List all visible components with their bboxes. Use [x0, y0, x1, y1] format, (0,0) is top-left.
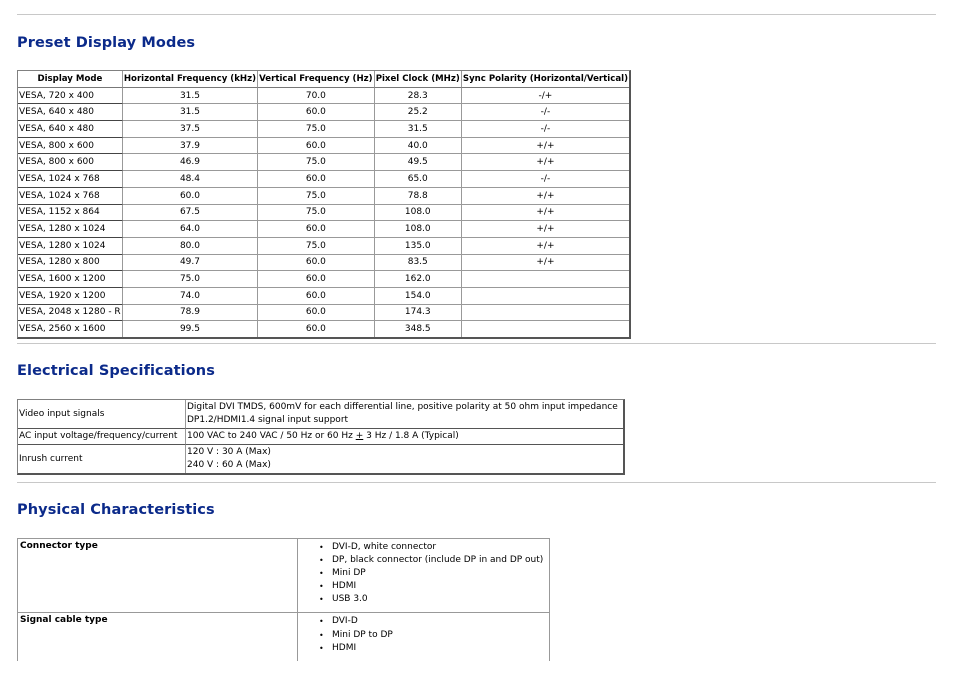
list-item-text: HDMI — [332, 642, 357, 653]
cell-horizontal-frequency: 67.5 — [123, 205, 258, 222]
cell-sync-polarity: +/+ — [462, 138, 629, 155]
list-item — [319, 580, 547, 593]
cell-vertical-frequency: 60.0 — [258, 321, 375, 337]
cell-horizontal-frequency: 31.5 — [123, 104, 258, 121]
bullet-icon: • — [319, 543, 324, 552]
list-item-text: DVI-D — [332, 616, 358, 627]
electrical-specs-table — [17, 399, 625, 475]
preset-modes-table — [17, 70, 631, 339]
cell-vertical-frequency: 75.0 — [258, 188, 375, 205]
list-item-text: Mini DP — [332, 568, 366, 579]
cell-horizontal-frequency: 74.0 — [123, 288, 258, 305]
table-header-row — [18, 71, 629, 88]
ac-input-text-1: 100 VAC to 240 VAC / 50 Hz or 60 Hz — [187, 431, 356, 441]
table-row — [18, 321, 629, 337]
cell-pixel-clock: 78.8 — [375, 188, 462, 205]
cell-horizontal-frequency: 64.0 — [123, 221, 258, 238]
cell-pixel-clock: 135.0 — [375, 238, 462, 255]
table-row — [18, 138, 629, 155]
inrush-current-value — [186, 445, 623, 473]
cell-display-mode: VESA, 720 x 400 — [18, 88, 123, 105]
cell-sync-polarity: +/+ — [462, 154, 629, 171]
ac-input-text-2: 3 Hz / 1.8 A (Typical) — [363, 431, 459, 441]
table-row — [18, 288, 629, 305]
table-row — [18, 400, 623, 429]
list-item-text: HDMI — [332, 581, 357, 592]
cell-pixel-clock: 154.0 — [375, 288, 462, 305]
cell-vertical-frequency: 60.0 — [258, 305, 375, 322]
physical-characteristics-table — [17, 538, 550, 661]
cell-vertical-frequency: 60.0 — [258, 171, 375, 188]
table-row — [18, 255, 629, 272]
cell-sync-polarity: -/- — [462, 171, 629, 188]
cell-pixel-clock: 348.5 — [375, 321, 462, 337]
cell-sync-polarity: +/+ — [462, 255, 629, 272]
list-item — [319, 642, 547, 655]
cell-display-mode: VESA, 1024 x 768 — [18, 188, 123, 205]
physical-characteristics-heading: Physical Characteristics — [17, 502, 215, 518]
list-item — [319, 593, 547, 606]
cell-vertical-frequency: 60.0 — [258, 288, 375, 305]
bullet-icon: • — [319, 569, 324, 579]
table-row — [18, 271, 629, 288]
table-row — [18, 539, 549, 613]
cell-vertical-frequency: 75.0 — [258, 238, 375, 255]
cell-pixel-clock: 108.0 — [375, 205, 462, 222]
cell-display-mode: VESA, 1280 x 1024 — [18, 238, 123, 255]
cable-list — [300, 615, 547, 658]
col-vertical-frequency: Vertical Frequency (Hz) — [258, 71, 375, 88]
cell-display-mode: VESA, 1920 x 1200 — [18, 288, 123, 305]
table-row — [18, 205, 629, 222]
table-row — [18, 121, 629, 138]
plus-minus-sign: + — [355, 431, 364, 441]
cell-vertical-frequency: 60.0 — [258, 138, 375, 155]
list-item — [319, 554, 547, 567]
cell-vertical-frequency: 75.0 — [258, 154, 375, 171]
cell-sync-polarity: -/+ — [462, 88, 629, 105]
cell-pixel-clock: 25.2 — [375, 104, 462, 121]
bullet-icon: • — [319, 582, 324, 592]
cell-sync-polarity: +/+ — [462, 238, 629, 255]
ac-input-value — [186, 429, 623, 445]
cell-horizontal-frequency: 37.5 — [123, 121, 258, 138]
cell-vertical-frequency: 75.0 — [258, 121, 375, 138]
cell-sync-polarity — [462, 288, 629, 305]
cell-display-mode: VESA, 800 x 600 — [18, 138, 123, 155]
divider — [17, 343, 936, 344]
preset-modes-body — [18, 88, 629, 337]
cell-pixel-clock: 108.0 — [375, 221, 462, 238]
cell-display-mode: VESA, 640 x 480 — [18, 104, 123, 121]
list-item-text: USB 3.0 — [332, 594, 368, 605]
cell-vertical-frequency: 60.0 — [258, 255, 375, 272]
table-row — [18, 171, 629, 188]
cell-pixel-clock: 40.0 — [375, 138, 462, 155]
connector-list — [300, 541, 547, 610]
cell-vertical-frequency: 60.0 — [258, 104, 375, 121]
list-item-text: DP, black connector (include DP in and DP out) — [332, 555, 544, 566]
col-horizontal-frequency: Horizontal Frequency (kHz) — [123, 71, 258, 88]
cell-display-mode: VESA, 1024 x 768 — [18, 171, 123, 188]
cell-horizontal-frequency: 99.5 — [123, 321, 258, 337]
list-item — [319, 629, 547, 642]
video-input-line-1: Digital DVI TMDS, 600mV for each differential line, positive polarity at 50 ohm input impedance — [187, 402, 618, 412]
cell-sync-polarity: +/+ — [462, 221, 629, 238]
connector-type-value — [298, 539, 549, 613]
table-row — [18, 429, 623, 445]
cell-sync-polarity — [462, 321, 629, 337]
list-item — [319, 615, 547, 628]
ac-input-label: AC input voltage/frequency/current — [18, 429, 186, 445]
table-row — [18, 188, 629, 205]
cell-pixel-clock: 31.5 — [375, 121, 462, 138]
connector-type-label: Connector type — [18, 539, 298, 613]
table-row — [18, 104, 629, 121]
inrush-line-1: 120 V : 30 A (Max) — [187, 447, 271, 457]
cell-sync-polarity: -/- — [462, 121, 629, 138]
cell-horizontal-frequency: 78.9 — [123, 305, 258, 322]
table-row — [18, 613, 549, 660]
bullet-icon: • — [319, 617, 324, 627]
cell-pixel-clock: 28.3 — [375, 88, 462, 105]
cell-pixel-clock: 49.5 — [375, 154, 462, 171]
cell-vertical-frequency: 70.0 — [258, 88, 375, 105]
bullet-icon: • — [319, 630, 324, 640]
electrical-specifications-heading: Electrical Specifications — [17, 363, 215, 379]
top-divider — [17, 14, 936, 15]
signal-cable-type-label: Signal cable type — [18, 613, 298, 660]
cell-pixel-clock: 83.5 — [375, 255, 462, 272]
cell-pixel-clock: 162.0 — [375, 271, 462, 288]
cell-sync-polarity — [462, 305, 629, 322]
cell-pixel-clock: 174.3 — [375, 305, 462, 322]
cell-display-mode: VESA, 1280 x 800 — [18, 255, 123, 272]
cell-vertical-frequency: 60.0 — [258, 271, 375, 288]
video-input-label: Video input signals — [18, 400, 186, 429]
list-item-text: Mini DP to DP — [332, 629, 393, 640]
bullet-icon: • — [319, 556, 324, 566]
preset-display-modes-heading: Preset Display Modes — [17, 35, 196, 51]
cell-vertical-frequency: 60.0 — [258, 221, 375, 238]
cell-horizontal-frequency: 31.5 — [123, 88, 258, 105]
cell-horizontal-frequency: 48.4 — [123, 171, 258, 188]
cell-display-mode: VESA, 800 x 600 — [18, 154, 123, 171]
cell-pixel-clock: 65.0 — [375, 171, 462, 188]
cell-sync-polarity: +/+ — [462, 205, 629, 222]
cell-display-mode: VESA, 2048 x 1280 - R — [18, 305, 123, 322]
table-row — [18, 221, 629, 238]
cell-horizontal-frequency: 60.0 — [123, 188, 258, 205]
cell-horizontal-frequency: 37.9 — [123, 138, 258, 155]
cell-display-mode: VESA, 1152 x 864 — [18, 205, 123, 222]
cell-display-mode: VESA, 1280 x 1024 — [18, 221, 123, 238]
cell-sync-polarity: -/- — [462, 104, 629, 121]
cell-horizontal-frequency: 75.0 — [123, 271, 258, 288]
cell-vertical-frequency: 75.0 — [258, 205, 375, 222]
cell-display-mode: VESA, 2560 x 1600 — [18, 321, 123, 337]
video-input-line-2: DP1.2/HDMI1.4 signal input support — [187, 415, 349, 425]
bullet-icon: • — [319, 595, 324, 605]
table-row — [18, 154, 629, 171]
cell-horizontal-frequency: 49.7 — [123, 255, 258, 272]
table-row — [18, 88, 629, 105]
cell-display-mode: VESA, 1600 x 1200 — [18, 271, 123, 288]
inrush-current-label: Inrush current — [18, 445, 186, 473]
cell-sync-polarity: +/+ — [462, 188, 629, 205]
cell-sync-polarity — [462, 271, 629, 288]
cell-display-mode: VESA, 640 x 480 — [18, 121, 123, 138]
cell-horizontal-frequency: 80.0 — [123, 238, 258, 255]
list-item-text: DVI-D, white connector — [332, 542, 437, 552]
inrush-line-2: 240 V : 60 A (Max) — [187, 460, 271, 470]
col-display-mode: Display Mode — [18, 71, 123, 88]
signal-cable-type-value — [298, 613, 549, 660]
table-row — [18, 305, 629, 322]
col-pixel-clock: Pixel Clock (MHz) — [375, 71, 462, 88]
video-input-value — [186, 400, 623, 429]
divider — [17, 482, 936, 483]
table-row — [18, 445, 623, 473]
table-row — [18, 238, 629, 255]
list-item — [319, 541, 547, 554]
list-item — [319, 567, 547, 580]
col-sync-polarity: Sync Polarity (Horizontal/Vertical) — [462, 71, 629, 88]
cell-horizontal-frequency: 46.9 — [123, 154, 258, 171]
bullet-icon: • — [319, 643, 324, 653]
